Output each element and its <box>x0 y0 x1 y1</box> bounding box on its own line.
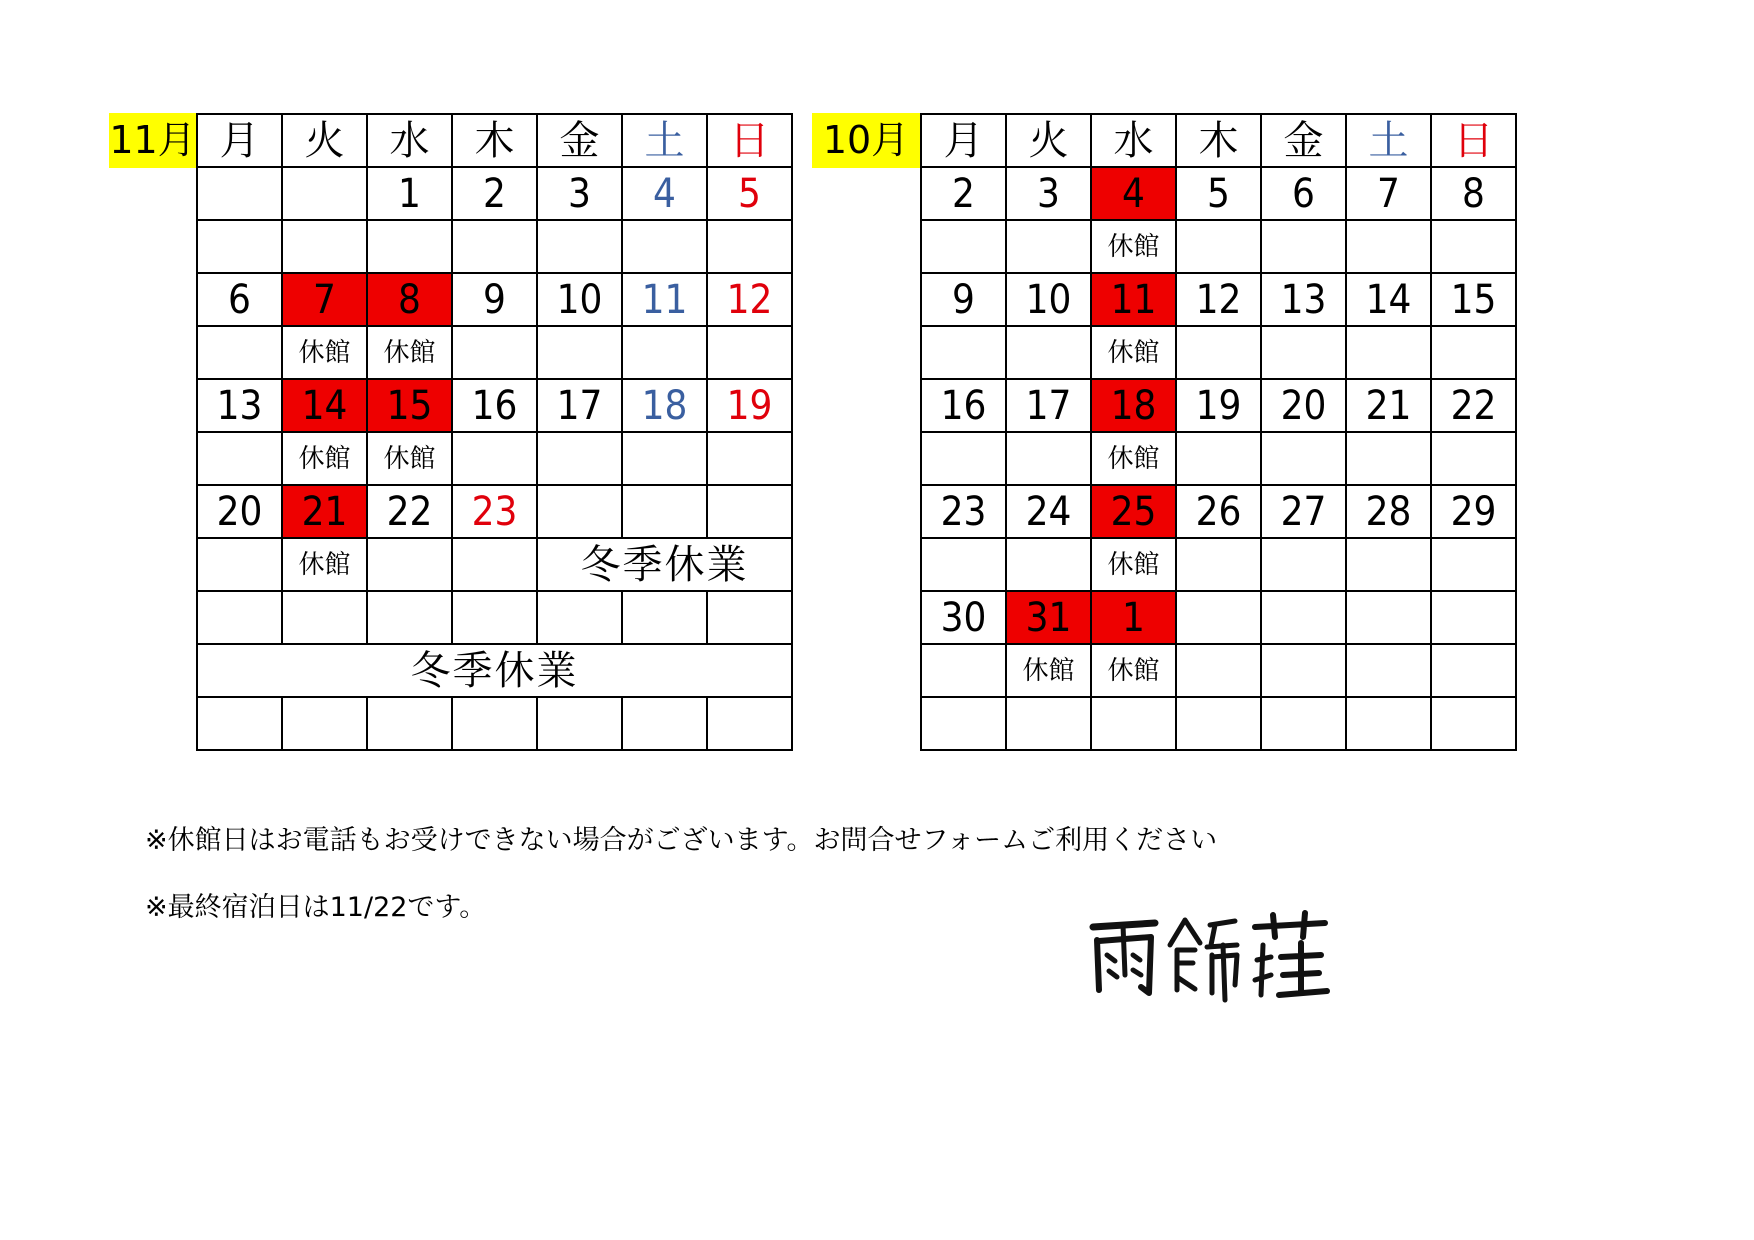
note-cell <box>1176 220 1261 273</box>
date-cell: 31 <box>1006 591 1091 644</box>
date-cell: 4 <box>1091 167 1176 220</box>
date-cell <box>197 167 282 220</box>
date-cell: 3 <box>1006 167 1091 220</box>
note-cell <box>197 538 282 591</box>
note-cell <box>707 326 792 379</box>
date-cell <box>707 697 792 750</box>
date-cell <box>282 167 367 220</box>
note-cell <box>1346 432 1431 485</box>
date-cell: 30 <box>921 591 1006 644</box>
calendar-grid-november <box>196 113 793 751</box>
date-cell: 23 <box>452 485 537 538</box>
date-cell: 7 <box>1346 167 1431 220</box>
weekday-header-cell: 金 <box>1261 114 1346 167</box>
date-cell <box>197 697 282 750</box>
note-cell <box>367 220 452 273</box>
note-cell <box>197 432 282 485</box>
date-cell: 5 <box>1176 167 1261 220</box>
date-cell: 27 <box>1261 485 1346 538</box>
date-cell: 3 <box>537 167 622 220</box>
date-cell: 2 <box>452 167 537 220</box>
note-cell <box>1261 326 1346 379</box>
weekday-header-row <box>921 114 1516 167</box>
date-cell: 25 <box>1091 485 1176 538</box>
note-cell <box>452 220 537 273</box>
note-cell: 休館 <box>282 326 367 379</box>
date-cell <box>1261 591 1346 644</box>
date-cell: 28 <box>1346 485 1431 538</box>
date-cell: 14 <box>282 379 367 432</box>
date-cell: 24 <box>1006 485 1091 538</box>
weekday-header-cell: 土 <box>1346 114 1431 167</box>
date-cell: 15 <box>367 379 452 432</box>
date-cell <box>1091 697 1176 750</box>
date-cell <box>537 485 622 538</box>
date-cell: 8 <box>1431 167 1516 220</box>
date-cell: 13 <box>197 379 282 432</box>
date-cell: 15 <box>1431 273 1516 326</box>
date-cell: 19 <box>1176 379 1261 432</box>
note-row <box>921 220 1516 273</box>
note-cell <box>921 432 1006 485</box>
note-row <box>921 538 1516 591</box>
date-cell: 21 <box>282 485 367 538</box>
date-cell <box>1176 697 1261 750</box>
note-cell: 休館 <box>1091 644 1176 697</box>
weekday-header-row <box>197 114 792 167</box>
date-cell: 10 <box>537 273 622 326</box>
weekday-header-cell: 火 <box>1006 114 1091 167</box>
calendar-october <box>920 113 1517 751</box>
note-cell <box>452 432 537 485</box>
date-cell <box>622 697 707 750</box>
date-cell: 12 <box>1176 273 1261 326</box>
note-cell <box>921 644 1006 697</box>
date-row <box>197 273 792 326</box>
date-cell <box>537 697 622 750</box>
note-row <box>197 220 792 273</box>
note-cell <box>1176 644 1261 697</box>
date-cell <box>1431 591 1516 644</box>
date-cell: 5 <box>707 167 792 220</box>
note-cell <box>1261 220 1346 273</box>
note-cell <box>1431 326 1516 379</box>
weekday-header-cell: 土 <box>622 114 707 167</box>
date-cell: 12 <box>707 273 792 326</box>
date-cell <box>452 591 537 644</box>
date-row <box>921 273 1516 326</box>
note-cell <box>1431 432 1516 485</box>
note-cell <box>622 326 707 379</box>
weekday-header-cell: 水 <box>1091 114 1176 167</box>
date-cell: 13 <box>1261 273 1346 326</box>
date-cell <box>1346 697 1431 750</box>
date-cell: 22 <box>367 485 452 538</box>
note-cell: 休館 <box>367 432 452 485</box>
note-row <box>921 644 1516 697</box>
note-cell <box>1431 644 1516 697</box>
note-cell <box>537 432 622 485</box>
winter-closure-label: 冬季休業 <box>197 644 792 697</box>
note-cell <box>1261 644 1346 697</box>
date-cell: 22 <box>1431 379 1516 432</box>
month-label-october: 10月 <box>812 113 920 168</box>
note-cell <box>1431 220 1516 273</box>
note-cell <box>707 432 792 485</box>
date-row <box>197 485 792 538</box>
note-cell <box>537 220 622 273</box>
note-cell <box>1006 220 1091 273</box>
date-row <box>921 379 1516 432</box>
note-cell <box>452 326 537 379</box>
weekday-header-cell: 火 <box>282 114 367 167</box>
date-row <box>197 379 792 432</box>
date-row <box>197 697 792 750</box>
note-row <box>921 432 1516 485</box>
note-cell <box>537 326 622 379</box>
date-cell <box>452 697 537 750</box>
date-cell: 19 <box>707 379 792 432</box>
date-cell: 23 <box>921 485 1006 538</box>
note-cell <box>707 220 792 273</box>
date-cell: 29 <box>1431 485 1516 538</box>
note-cell <box>282 220 367 273</box>
winter-closure-label: 冬季休業 <box>537 538 792 591</box>
note-cell: 休館 <box>1091 326 1176 379</box>
date-cell: 8 <box>367 273 452 326</box>
note-cell <box>921 326 1006 379</box>
date-cell <box>1346 591 1431 644</box>
date-cell: 26 <box>1176 485 1261 538</box>
note-row <box>197 432 792 485</box>
date-row <box>921 697 1516 750</box>
date-cell <box>367 697 452 750</box>
footnote-closed-days: ※休館日はお電話もお受けできない場合がございます。お問合せフォームご利用ください <box>145 825 1218 856</box>
date-cell: 9 <box>452 273 537 326</box>
weekday-header-cell: 日 <box>1431 114 1516 167</box>
date-cell <box>1176 591 1261 644</box>
date-cell: 17 <box>537 379 622 432</box>
date-row <box>921 591 1516 644</box>
weekday-header-cell: 日 <box>707 114 792 167</box>
note-cell <box>1176 538 1261 591</box>
note-cell <box>921 538 1006 591</box>
note-cell: 休館 <box>1091 220 1176 273</box>
date-cell <box>282 591 367 644</box>
date-cell: 1 <box>367 167 452 220</box>
note-cell <box>622 432 707 485</box>
date-cell <box>1261 697 1346 750</box>
date-cell: 10 <box>1006 273 1091 326</box>
note-cell <box>1176 326 1261 379</box>
weekday-header-cell: 月 <box>921 114 1006 167</box>
note-cell <box>1006 326 1091 379</box>
date-cell <box>367 591 452 644</box>
date-row <box>921 485 1516 538</box>
note-cell: 休館 <box>1091 538 1176 591</box>
note-cell <box>622 220 707 273</box>
date-cell <box>282 697 367 750</box>
note-cell <box>1346 538 1431 591</box>
date-cell: 18 <box>1091 379 1176 432</box>
date-cell: 11 <box>1091 273 1176 326</box>
date-cell: 11 <box>622 273 707 326</box>
note-cell <box>1006 432 1091 485</box>
date-cell: 17 <box>1006 379 1091 432</box>
date-cell: 6 <box>197 273 282 326</box>
weekday-header-cell: 金 <box>537 114 622 167</box>
weekday-header-cell: 木 <box>452 114 537 167</box>
calendar-grid-october <box>920 113 1517 751</box>
date-cell <box>622 485 707 538</box>
date-cell: 16 <box>921 379 1006 432</box>
note-cell <box>1346 220 1431 273</box>
winter-closure-row <box>197 644 792 697</box>
note-cell: 休館 <box>1006 644 1091 697</box>
date-cell <box>921 697 1006 750</box>
date-cell: 6 <box>1261 167 1346 220</box>
date-cell: 9 <box>921 273 1006 326</box>
weekday-header-cell: 木 <box>1176 114 1261 167</box>
date-cell <box>1431 697 1516 750</box>
footnote-last-stay: ※最終宿泊日は11/22です。 <box>145 892 487 923</box>
date-cell: 4 <box>622 167 707 220</box>
note-cell <box>197 326 282 379</box>
note-cell <box>1346 644 1431 697</box>
note-cell <box>452 538 537 591</box>
date-cell: 7 <box>282 273 367 326</box>
date-cell: 1 <box>1091 591 1176 644</box>
note-cell <box>1261 432 1346 485</box>
date-cell <box>707 485 792 538</box>
note-cell: 休館 <box>282 432 367 485</box>
date-cell <box>1006 697 1091 750</box>
date-row <box>921 167 1516 220</box>
date-cell: 14 <box>1346 273 1431 326</box>
note-cell <box>367 538 452 591</box>
note-row <box>197 538 792 591</box>
date-cell <box>622 591 707 644</box>
date-row <box>197 591 792 644</box>
note-cell: 休館 <box>1091 432 1176 485</box>
date-row <box>197 167 792 220</box>
note-cell <box>1346 326 1431 379</box>
date-cell <box>537 591 622 644</box>
month-label-november: 11月 <box>109 113 196 168</box>
date-cell: 20 <box>197 485 282 538</box>
note-cell <box>1431 538 1516 591</box>
calendar-november <box>196 113 793 751</box>
date-cell: 18 <box>622 379 707 432</box>
weekday-header-cell: 月 <box>197 114 282 167</box>
date-cell: 2 <box>921 167 1006 220</box>
note-row <box>921 326 1516 379</box>
brush-logo <box>1085 905 1335 1005</box>
note-cell <box>921 220 1006 273</box>
note-cell <box>197 220 282 273</box>
weekday-header-cell: 水 <box>367 114 452 167</box>
note-row <box>197 326 792 379</box>
note-cell <box>1261 538 1346 591</box>
date-cell: 16 <box>452 379 537 432</box>
date-cell: 20 <box>1261 379 1346 432</box>
note-cell <box>1006 538 1091 591</box>
date-cell <box>707 591 792 644</box>
note-cell: 休館 <box>282 538 367 591</box>
date-cell <box>197 591 282 644</box>
date-cell: 21 <box>1346 379 1431 432</box>
note-cell <box>1176 432 1261 485</box>
note-cell: 休館 <box>367 326 452 379</box>
